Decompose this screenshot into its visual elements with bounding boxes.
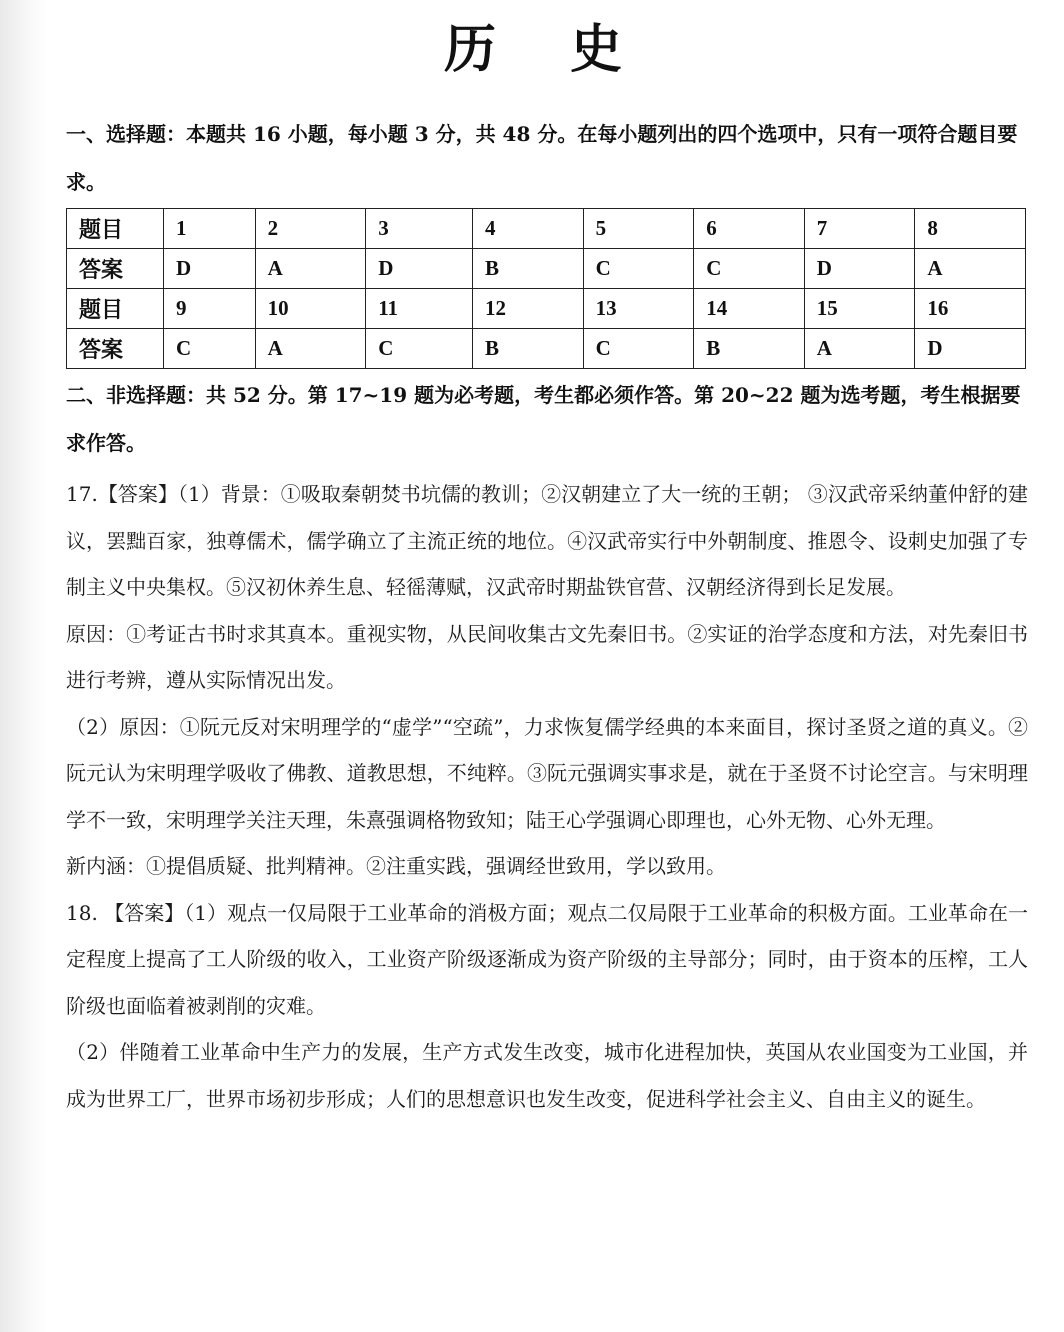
answer-table-cell: 1	[164, 209, 256, 249]
answer-table-cell: D	[915, 329, 1026, 369]
answer-table-row	[67, 209, 1026, 249]
answer-table-cell: C	[366, 329, 473, 369]
answer-table-cell: 8	[915, 209, 1026, 249]
answer-table-cell: B	[473, 249, 584, 289]
q17-answer-part1: 17.【答案】（1）背景：①吸取秦朝焚书坑儒的教训；②汉朝建立了大一统的王朝； ③汉武帝采纳董仲舒的建议，罢黜百家，独尊儒术，儒学确立了主流正统的地位。④汉武帝实行中外朝制度、推恩令、设刺史加强了专制主义中央集权。⑤汉初休养生息、轻徭薄赋，汉武帝时期盐铁官营、汉朝经济得到长足发展。	[66, 482, 1028, 599]
answer-table-cell: 11	[366, 289, 473, 329]
answer-table-cell: C	[583, 249, 694, 289]
answer-table-cell: 15	[804, 289, 915, 329]
answer-table-row	[67, 289, 1026, 329]
answer-table-cell: 4	[473, 209, 584, 249]
answer-table-row-label: 答案	[67, 249, 164, 289]
answer-table-row-label: 题目	[67, 209, 164, 249]
page-edge-shadow	[0, 0, 48, 1332]
answer-table-cell: A	[255, 249, 366, 289]
answer-table-cell: A	[255, 329, 366, 369]
answer-table-cell: A	[915, 249, 1026, 289]
q17-answer-part2: （2）原因：①阮元反对宋明理学的“虚学”“空疏”，力求恢复儒学经典的本来面目，探讨圣贤之道的真义。②阮元认为宋明理学吸收了佛教、道教思想，不纯粹。③阮元强调实事求是，就在于圣贤不讨论空言。与宋明理学不一致，宋明理学关注天理，朱熹强调格物致知；陆王心学强调心即理也，心外无物、心外无理。	[66, 714, 1028, 832]
answer-table-cell: 16	[915, 289, 1026, 329]
document-content	[66, 12, 1028, 1122]
answer-table-cell: D	[366, 249, 473, 289]
section-1-heading: 一、选择题：本题共 16 小题，每小题 3 分，共 48 分。在每小题列出的四个选项中，只有一项符合题目要求。	[66, 122, 1018, 194]
q18-answer-part2: （2）伴随着工业革命中生产力的发展，生产方式发生改变，城市化进程加快，英国从农业国变为工业国，并成为世界工厂，世界市场初步形成；人们的思想意识也发生改变，促进科学社会主义、自由主义的诞生。	[66, 1040, 1028, 1111]
answer-table-cell: 5	[583, 209, 694, 249]
answer-table-cell: A	[804, 329, 915, 369]
answer-table-cell: 10	[255, 289, 366, 329]
answer-table-cell: C	[583, 329, 694, 369]
answer-table-cell: D	[164, 249, 256, 289]
answer-table-cell: B	[473, 329, 584, 369]
answer-table	[66, 208, 1026, 369]
answer-table-row	[67, 249, 1026, 289]
section-2-heading: 二、非选择题：共 52 分。第 17~19 题为必考题，考生都必须作答。第 20~22 题为选考题，考生根据要求作答。	[66, 383, 1021, 455]
answer-table-cell: C	[164, 329, 256, 369]
answer-table-row	[67, 329, 1026, 369]
answer-table-row-label: 题目	[67, 289, 164, 329]
answer-table-cell: 6	[694, 209, 805, 249]
answer-table-cell: 3	[366, 209, 473, 249]
answer-table-row-label: 答案	[67, 329, 164, 369]
q18-answer-part1: 18. 【答案】（1）观点一仅局限于工业革命的消极方面；观点二仅局限于工业革命的积极方面。工业革命在一定程度上提高了工人阶级的收入，工业资产阶级逐渐成为资产阶级的主导部分；同时，由于资本的压榨，工人阶级也面临着被剥削的灾难。	[66, 900, 1028, 1018]
page-title: 历 史	[443, 19, 651, 80]
answer-table-cell: 9	[164, 289, 256, 329]
answer-table-cell: 12	[473, 289, 584, 329]
answer-table-cell: 13	[583, 289, 694, 329]
scan-fade-artifact	[808, 1168, 1028, 1208]
answer-table-cell: 7	[804, 209, 915, 249]
q17-new-meaning: 新内涵：①提倡质疑、批判精神。②注重实践，强调经世致用，学以致用。	[66, 854, 726, 878]
answer-table-cell: 2	[255, 209, 366, 249]
answer-table-cell: 14	[694, 289, 805, 329]
answer-table-cell: C	[694, 249, 805, 289]
q17-answer-part1-reason: 原因：①考证古书时求其真本。重视实物，从民间收集古文先秦旧书。②实证的治学态度和方法，对先秦旧书进行考辨，遵从实际情况出发。	[66, 621, 1028, 692]
answer-table-cell: B	[694, 329, 805, 369]
answer-table-cell: D	[804, 249, 915, 289]
